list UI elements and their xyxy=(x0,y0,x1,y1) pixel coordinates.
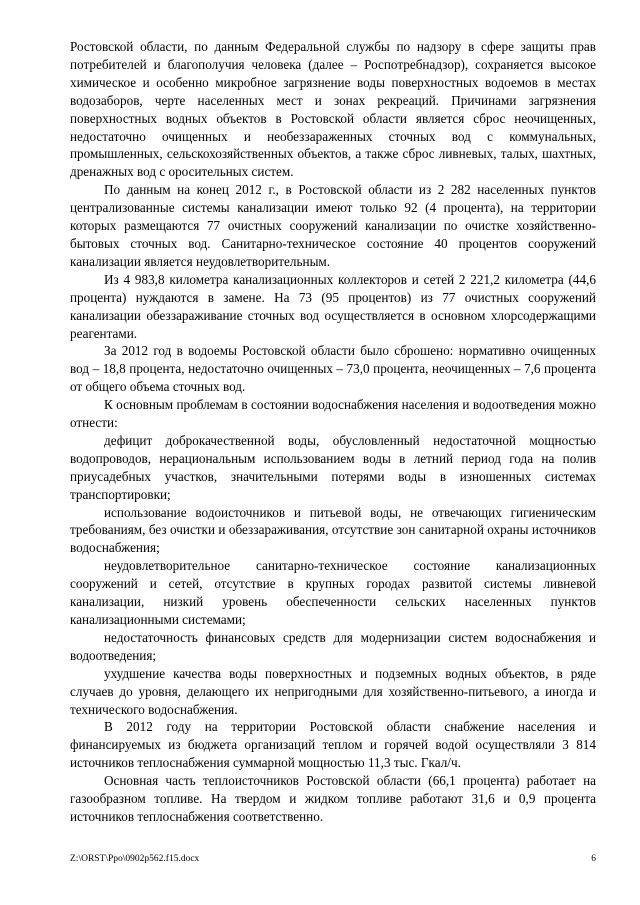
paragraph: К основным проблемам в состоянии водоснабжения населения и водоотведения можно отнести: xyxy=(70,397,596,431)
list-item: недостаточность финансовых средств для модернизации систем водоснабжения и водоотведения; xyxy=(70,629,596,663)
paragraph: Из 4 983,8 километра канализационных коллекторов и сетей 2 221,2 километра (44,6 процента) нуждаются в замене. На 73 (95 процентов) из 77 очистных сооружений канализации обеззараживание сточных вод осуществляется в основном хлорсодержащими реагентами. xyxy=(70,271,596,341)
paragraph: Основная часть теплоисточников Ростовской области (66,1 процента) работает на газообразном топливе. На твердом и жидком топливе работают 31,6 и 0,9 процента источников теплоснабжения соответственно. xyxy=(70,773,596,824)
list-item: дефицит доброкачественной воды, обусловленный недостаточной мощностью водопроводов, нерациональным использованием воды в летний период года на полив приусадебных участков, значительными потерями воды в изношенных системах транспортировки; xyxy=(70,432,596,502)
paragraph: По данным на конец 2012 г., в Ростовской области из 2 282 населенных пунктов централизованные системы канализации имеют только 92 (4 процента), на территории которых размещаются 77 очистных сооружений канализации по очистке хозяйственно-бытовых сточных вод. Санитарно-техническое состояние 40 процентов сооружений канализации является неудовлетворительным. xyxy=(70,182,596,269)
list-item: использование водоисточников и питьевой воды, не отвечающих гигиеническим требованиям, без очистки и обеззараживания, отсутствие зон санитарной охраны источников водоснабжения; xyxy=(70,504,596,556)
paragraph: В 2012 году на территории Ростовской области снабжение населения и финансируемых из бюджета организаций теплом и горячей водой осуществляли 3 814 источников теплоснабжения суммарной мощностью 11,3 тыс. Гкал/ч. xyxy=(70,719,596,771)
file-path: Z:\ORST\Ppo\0902p562.f15.docx xyxy=(70,854,200,864)
paragraph: Ростовской области, по данным Федеральной службы по надзору в сфере защиты прав потребителей и благополучия человека (далее – Роспотребнадзор), сохраняется высокое химическое и особенно микробное загрязнение воды поверхностных водоемов в местах водозаборов, черте населенных мест и зонах рекреаций. Причинами загрязнения поверхностных водных объектов в Ростовской области является сброс неочищенных, недостаточно очищенных и необеззараженных сточных вод с коммунальных, промышленных, сельскохозяйственных объектов, а также сброс ливневых, талых, шахтных, дренажных вод с оросительных систем. xyxy=(70,39,596,180)
list-item: неудовлетворительное санитарно-техническое состояние канализационных сооружений и сетей, отсутствие в крупных городах развитой системы ливневой канализации, низкий уровень обеспеченности сельских населенных пунктов канализационными системами; xyxy=(70,558,596,627)
page-number: 6 xyxy=(591,854,596,864)
paragraph: За 2012 год в водоемы Ростовской области было сброшено: нормативно очищенных вод – 18,8 процента, недостаточно очищенных – 73,0 процента, неочищенных – 7,6 процента от общего объема сточных вод. xyxy=(70,343,596,395)
document-body xyxy=(70,38,596,826)
list-item: ухудшение качества воды поверхностных и подземных водных объектов, в ряде случаев до уровня, делающего их непригодными для хозяйственно-питьевого, а иногда и технического водоснабжения. xyxy=(70,665,596,717)
